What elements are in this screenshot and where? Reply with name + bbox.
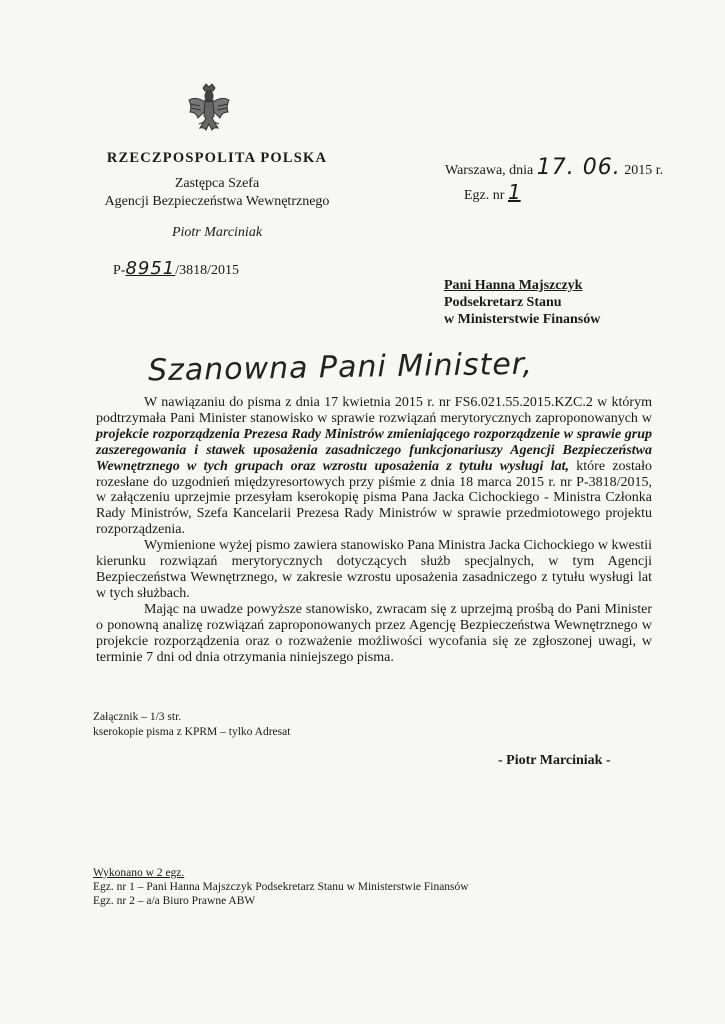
- addressee-name: Pani Hanna Majszczyk: [444, 278, 583, 293]
- place-and-date: [445, 155, 663, 180]
- copy-number-prefix: Egz. nr: [464, 188, 505, 203]
- handwritten-date: 17. 06.: [536, 155, 621, 180]
- date-year: 2015 r.: [624, 163, 664, 178]
- addressee-position: Podsekretarz Stanu: [444, 295, 562, 310]
- reference-number: [113, 258, 239, 279]
- copies-title: Wykonano w 2 egz.: [93, 867, 185, 879]
- issuer-title-line2: Agencji Bezpieczeństwa Wewnętrznego: [104, 194, 330, 209]
- copy-number: [464, 180, 521, 204]
- copy-line-1: Egz. nr 1 – Pani Hanna Majszczyk Podsekretarz Stanu w Ministerstwie Finansów: [93, 881, 469, 893]
- body-p1-project-title: projekcie rozporządzenia Prezesa Rady Ministrów zmieniającego rozporządzenie w sprawie grup zaszeregowania i stawek uposażenia zasadniczego funkcjonariuszy Agencji Bezpieczeństwa Wewnętrznego w tych grupach oraz wzrostu uposażenia z tytułu wysługi lat,: [96, 426, 652, 474]
- copy-number-handwritten: 1: [507, 180, 521, 204]
- copy-line-2: Egz. nr 2 – a/a Biuro Prawne ABW: [93, 895, 256, 907]
- handwritten-salutation: Szanowna Pani Minister,: [147, 346, 534, 389]
- body-p1-intro: W nawiązaniu do pisma z dnia 17 kwietnia 2015 r. nr FS6.021.55.2015.KZC.2 w którym podtrzymała Pani Minister stanowisko w sprawie rozwiązań merytorycznych zaproponowanych w: [96, 395, 652, 426]
- reference-suffix: /3818/2015: [175, 263, 240, 278]
- issuer-name: Piotr Marciniak: [171, 225, 263, 240]
- letter-body: [96, 395, 652, 665]
- addressee-block: [444, 277, 600, 328]
- attachment-line-1: Załącznik – 1/3 str.: [93, 711, 182, 723]
- body-paragraph-1: [96, 395, 652, 538]
- body-p1-rest: które zostało rozesłane do uzgodnień międzyresortowych przy piśmie z dnia 18 marca 2015 r. nr P-3818/2015, w załączeniu uprzejmie przesyłam kserokopię pisma Pana Jacka Cichockiego - Ministra Członka Rady Ministrów, Szefa Kancelarii Prezesa Rady Ministrów w sprawie przedmiotowego projektu rozporządzenia.: [96, 458, 653, 538]
- signature: - Piotr Marciniak -: [498, 753, 611, 768]
- addressee-institution: w Ministerstwie Finansów: [444, 312, 601, 327]
- polish-eagle-emblem-icon: [186, 82, 232, 138]
- reference-prefix: P-: [113, 263, 126, 278]
- attachment-line-2: kserokopie pisma z KPRM – tylko Adresat: [93, 726, 291, 738]
- issuer-title: [70, 175, 364, 211]
- issuing-country: RZECZPOSPOLITA POLSKA: [106, 150, 328, 166]
- body-paragraph-2: Wymienione wyżej pismo zawiera stanowisko Pana Ministra Jacka Cichockiego w kwestii kierunku rozwiązań merytorycznych dotyczących służb specjalnych, w tym Agencji Bezpieczeństwa Wewnętrznego, w zakresie wzrostu uposażenia zasadniczego z tytułu wysługi lat w tych służbach.: [96, 538, 652, 601]
- attachments-note: [93, 710, 290, 740]
- body-paragraph-3: Mając na uwadze powyższe stanowisko, zwracam się z uprzejmą prośbą do Pani Minister o ponowną analizę rozwiązań zaproponowanych przez Agencję Bezpieczeństwa Wewnętrznego w projekcie rozporządzenia oraz o rozważenie możliwości wycofania się ze zgłoszonej uwagi, w terminie 7 dni od dnia otrzymania niniejszego pisma.: [96, 601, 652, 665]
- reference-handwritten: 8951: [125, 258, 176, 279]
- issuer-title-line1: Zastępca Szefa: [174, 176, 260, 191]
- place-prefix: Warszawa, dnia: [445, 163, 534, 178]
- copies-distribution: [93, 866, 469, 908]
